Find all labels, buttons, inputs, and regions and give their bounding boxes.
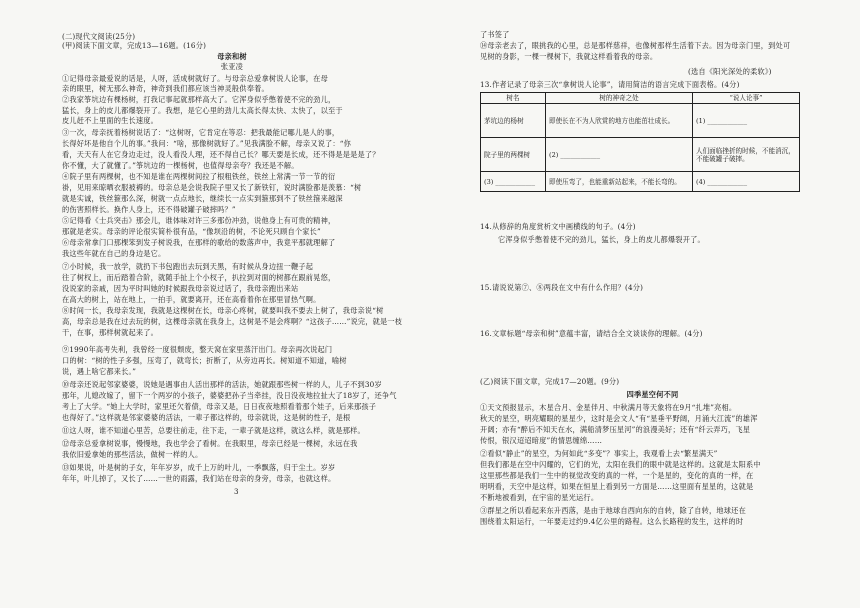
question-14-quote: 它浑身似乎憋着使不完的劲儿，猛长，身上的皮儿都爆裂开了。 [498, 235, 705, 244]
section-title: (二)现代文阅读(25分) [62, 32, 136, 41]
article-source: (选自《阳光深处的柔软》) [688, 67, 772, 76]
table-cell: 即使长在不为人欣赏的地方也能茁壮成长。 [546, 104, 693, 138]
article-line: 我依旧爱拿她的那些活法，做树一样的人。 [62, 450, 203, 459]
article-line: ⑭母亲老去了，眼挑我的心里，总是那样慈祥，也像树那样生活着下去。因为母亲门里，到处可 [480, 41, 791, 50]
article-line: 考上了大学。“她上大学时，家里还欠着债，母亲又是，日日夜夜地照看着那个娃子，后来那孩子 [62, 402, 377, 411]
article-line: 看，天天有人在它身边走过，没人看没人理，还不得自己长？哪天要是长成，还不得是是是是了？ [62, 150, 380, 159]
article-line: 褂，见用来晾晒衣服被褥的。母亲总是会说我院子里又长了新铁钉，说时满脸都是羡慕：“树 [62, 183, 362, 192]
article-line: 干，在事，那样树就起来了。 [62, 328, 159, 337]
page-number: 3 [234, 488, 239, 496]
article-line: ④院子里有两棵树，也不知是谁在两棵树间拉了根粗铁丝，铁丝上常满一节一节的衍 [62, 172, 336, 181]
article-line: ⑥母亲常拿门口那棵笨到发子树说我，在那样的歌给的数落声中，我竟平那就理解了 [62, 238, 336, 247]
article-title: 母亲和树 [217, 52, 247, 61]
article-line: ⑤记得看《士兵突击》那会儿，谁体味对许三多那份冲劲，说他身上有可贵的精神， [62, 216, 336, 225]
article-2-line: ②看似“静止”的星空，为何如此“多变”？事实上，我观看上去“繁星满天” [480, 449, 718, 458]
table-cell: (2) ____________ [546, 138, 693, 172]
article-line: ⑦小时候，我一放学，就扔下书包跑出去玩到天黑，有时候从身边扭一鞭子起 [62, 262, 314, 271]
question-13-table [480, 92, 800, 192]
article-2-line: ①天文预报显示，木星合月、金星伴月、中秋满月等天象将在9月“扎堆”亮相。 [480, 403, 737, 412]
article-line: 见树的身影，一棵一棵树下，我就这样看着我的母亲。 [480, 52, 658, 61]
article-line: 皮儿赶不上里面的生长速度。 [62, 116, 159, 125]
article-line: 我这些年就在自己的身边是它。 [62, 249, 166, 258]
question-14: 14.从修辞的角度赏析文中画横线的句子。(4分) [480, 222, 636, 231]
article-line: 猛长，身上的皮儿都爆裂开了。我想，是它心里的劲儿太高长得太快、太快了，以至于 [62, 106, 343, 115]
article-2-line: 围绕着太阳运行，一年要走过约9.4亿公里的路程。这么长路程的发生，这样的时 [480, 517, 744, 526]
table-header: 树的神奇之处 [546, 93, 693, 104]
article-2-line: 明明看，天空中是这样，如果在恒星上看到另一方面是……这里面有星星的，这就是 [480, 482, 754, 491]
question-13: 13.作者记录了母亲三次“拿树说人论事”，请用简洁的语言完成下面表格。(4分) [480, 80, 740, 89]
table-cell: (3) ____________ [481, 172, 546, 192]
article-line: 那就是老实。母亲的评论很实简朴很有品，“像坝沿的树，不论死只顾自个家长” [62, 227, 321, 236]
article-line: 了书签了 [480, 30, 510, 39]
article-author: 张亚凌 [220, 62, 244, 71]
article-line: 也得好了。”这样就是邻家婆婆的活法，一辈子都这样的，母亲就说，这是树的性子，是根 [62, 413, 351, 422]
subsection-2-title: (乙)阅读下面文章，完成17—20题。(9分) [480, 377, 620, 386]
table-cell: 即使压弯了，也能重新站起来，不能长弯的。 [546, 172, 693, 192]
question-15: 15.请说说第⑦、⑧两段在文中有什么作用？(4分) [480, 283, 644, 292]
article-2-line: ③群星之所以看起来东升西落，是由于地球自西向东的自转，除了自转，地球还在 [480, 506, 746, 515]
table-cell: 院子里的两棵树 [481, 138, 546, 172]
article-line: 在高大的树上，站在地上，一拍手，就要离开，还在高看着你在那里冒热气啊。 [62, 295, 321, 304]
article-2-line: 传恨，银汉迢迢暗度”的情思缠绵…… [480, 436, 603, 445]
article-line: ⑫母亲总爱拿树说事，慢慢地，我也学会了看树。在我眼里，母亲已经是一棵树，永远在我 [62, 439, 358, 448]
article-2-line: 这里那些都是我们一生中的视觉改变的真的一样，一个是星的，变化的真的一样，在 [480, 471, 754, 480]
article-2-line: 开阔；亦有“醉后不知天在水，满船清梦压星河”的浪漫美好；还有“纤云弄巧，飞星 [480, 425, 751, 434]
article-2-line: 不断地被看到，在宇宙的星光运行。 [480, 493, 599, 502]
article-line: ①记得母亲最爱说的话是，人呀，活成树就好了。与母亲总爱拿树说人论事，在母 [62, 74, 328, 83]
table-cell: (1) ____________ [693, 104, 800, 138]
table-cell: 人们面临挫折的时候，不能消沉，不能破罐子破摔。 [693, 138, 800, 172]
article-line: 长得好坏是他自个儿的事。”我问：“啥，那像树就好了。”见我满脸不解，母亲又说了：“你 [62, 139, 352, 148]
table-header: “说人论事” [693, 93, 800, 104]
article-line: ⑩母亲还说起邻家婆婆，说她是遇事由人活出那样的活法，她就跟那些树一样的人，儿子不到30岁 [62, 380, 382, 389]
table-cell: 茅坑边的杨树 [481, 104, 546, 138]
article-2-line: 秋天的星空，明亮耀眼的星星少，这时是会文人“有“星垂平野阔，月涌大江流”的雄浑 [480, 414, 758, 423]
article-line: 没说家的亲戚，因为平时叫她的时候跟我母亲说过话了，我母亲跑出来站 [62, 284, 299, 293]
article-line: ⑨1990年高考失利，我曾经一度很颓废，整天窝在家里蒸汗出门。母亲再次说起门 [62, 345, 333, 354]
article-line: ⑪这人呀，谁不知道心里苦，总要往前走，往下走，一辈子就是这样，就这么样，就是那样。 [62, 426, 365, 435]
question-16: 16.文章标题“母亲和树”意蕴丰富，请结合全文谈谈你的理解。(4分) [480, 329, 703, 338]
article-line: 亲的眼里，树无那么神奇，神奇到我们都应该当神灵般供奉着。 [62, 84, 269, 93]
article-line: ②我家筝坑边有棵杨树，打我记事起就那样高大了。它浑身似乎憋着使不完的劲儿， [62, 95, 336, 104]
article-line: 往了树杈上，而后踏着合阶，就随手扯上个小杈子，扒拉到对面的树都在跟前晃悠， [62, 273, 336, 282]
table-header: 树名 [481, 93, 546, 104]
table-cell: (4) ____________ [693, 172, 800, 192]
article-line: 的伤害照样长。换作人身上，还不得破罐子破摔吗？” [62, 205, 236, 214]
article-2-line: 但我们都是在空中闪耀的，它们的光，太阳在我们的眼中就是这样的。这就是太阳系中 [480, 460, 761, 469]
article-line: 就是实诚，铁丝箍那么深，树就一点点地长，继续长一点实到箍那到不了铁丝箍来越深 [62, 194, 343, 203]
article-line: ③一次，母亲抚着杨树说话了：“这树呀，它肯定在等忍：把我最能记哪儿是人的事， [62, 128, 340, 137]
article-line: ⑧时间一长，我母亲发现，我就是这棵树在长，母亲心疼树，就要叫我不要去上树了，我母亲说“树 [62, 306, 384, 315]
article-line: 那年，儿媳改嫁了，留下一个两岁的小孩子，婆婆把孙子当牵挂，没日没夜地拉扯大了18岁了，还争气 [62, 391, 397, 400]
article-line: 你不懂，大了就懂了。”筝坑边的一棵杨树，也值得母亲夸？我还是不解。 [62, 161, 299, 170]
article-line: 高，母亲总是我在过去玩的树，这棵母亲就在我身上，这树是不是会疼啊？“这孩子……”说完，就是一枝 [62, 317, 403, 326]
article-line: 年年，叶儿掉了，又长了……一世的雨露，我们站在母亲的身旁，母亲，也就这样。 [62, 474, 336, 483]
subsection-title: (甲)阅读下面文章，完成13—16题。(16分) [62, 41, 207, 50]
article-line: 说，遇上啥它都来长。” [62, 367, 137, 376]
article-line: 口的树：“树的性子多强，压弯了，就弯长；折断了，从旁边再长。树知道不知道，喻树 [62, 356, 347, 365]
article-line: ⑬如果说，叶是树的子女，年年岁岁，成千上万的叶儿，一季飘落，归于尘土。岁岁 [62, 463, 336, 472]
article-2-title: 四季星空何不同 [626, 390, 679, 399]
